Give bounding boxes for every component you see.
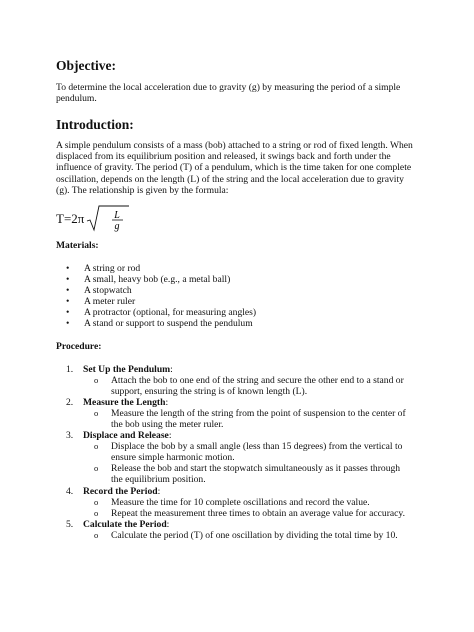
objective-text: To determine the local acceleration due to gravity (g) by measuring the period of a simple pendulum. xyxy=(56,82,401,105)
document-page: Objective: To determine the local acceleration due to gravity (g) by measuring the period of a simple pendulum. Introduction: A simple pendulum consists of a mass (bob) attached to a string or rod of fixed length. When displaced from its equilibrium position and released, it swings back and forth under the influence of gravity. The period (T) of a pendulum, which is the time taken for one complete oscillation, depends on the length (L) of the string and the local acceleration due to gravity (g). The relationship is given by the formula: T=2π L g Materials: • A string or rod • A small, heavy bob (e.g., a metal ball) • A stopwatch • A meter ruler • A protractor (optional, for measuring angles) • A stand or support to suspend the pendulum Procedure: 1. Set Up the Pendulum: o Attach the bob to one end of the string and secure the other end to a stand or support, ensuring the string is of known length (L). 2. Measure the Length: o Measure the length of the string from the point of suspension to the center of the bob using the meter ruler. 3. Displace and Release: o Displace the bob by a small angle (less than 15 degrees) from the vertical to ensure simple harmonic motion. o Release the bob and start the stopwatch simultaneously as it passes through the equilibrium position. 4. Record the Period: o Measure the time for 10 complete oscillations and record the value. o Repeat the measurement three times to obtain an average value for accuracy. 5. Calculate the Period: o Calculate the period (T) of one oscillation by dividing the total time by 10. xyxy=(0,0,474,632)
procedure-heading: Procedure: xyxy=(56,341,102,352)
formula-denominator: g xyxy=(114,221,120,232)
formula-lhs: T=2π xyxy=(56,211,85,226)
step-title: Displace and Release xyxy=(83,430,169,441)
step-title: Calculate the Period xyxy=(83,519,167,530)
introduction-heading: Introduction: xyxy=(56,117,134,132)
step-title: Set Up the Pendulum xyxy=(83,364,171,375)
introduction-text: A simple pendulum consists of a mass (bob) attached to a string or rod of fixed length. When displaced from its equilibrium position and released, it swings back and forth under the influence of gravity. The period (T) of a pendulum, which is the time taken for one complete oscillation, depends on the length (L) of the string and the local acceleration due to gravity (g). The relationship is given by the formula: xyxy=(56,140,413,196)
materials-heading: Materials: xyxy=(56,240,99,251)
formula-numerator: L xyxy=(114,210,120,221)
sqrt-fraction xyxy=(86,203,130,233)
step-title: Measure the Length xyxy=(83,397,166,408)
step-title: Record the Period xyxy=(83,486,158,497)
objective-heading: Objective: xyxy=(56,58,116,73)
